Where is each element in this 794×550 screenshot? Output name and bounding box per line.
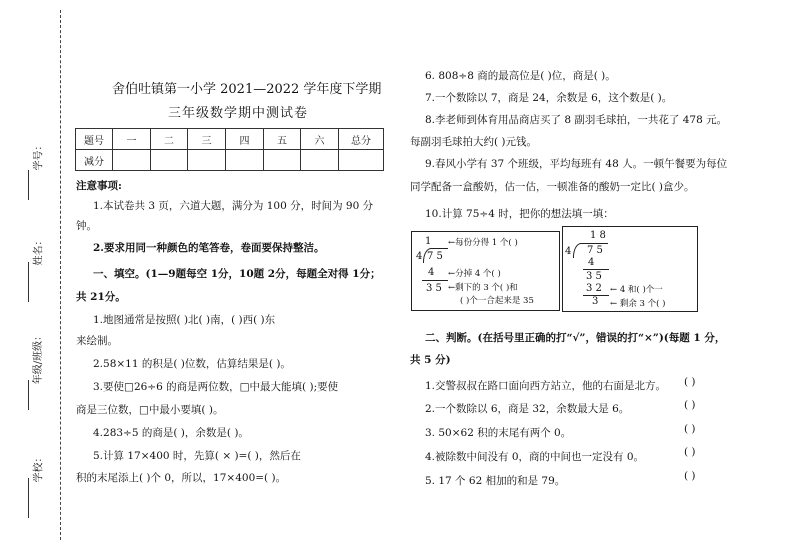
quotient-right: 1 8	[590, 230, 606, 241]
section1-heading-a: 一、填空。(1—9题每空 1分，10题 2分，每题全对得 1分；	[93, 268, 381, 280]
rem1-left: 3 5	[426, 283, 442, 294]
binding-strip	[0, 0, 72, 550]
judge-item: 2.一个数除以 6，商是 32，余数最大是 6。	[425, 403, 630, 415]
score-input-cell[interactable]	[226, 150, 264, 171]
score-input-cell[interactable]	[264, 150, 301, 171]
section2-heading-a: 二、判断。(在括号里正确的打“√”，错误的打“×”)(每题 1 分，	[425, 332, 726, 344]
grade-class-label: 年级/班级：	[33, 330, 45, 385]
exam-title: 三年级数学期中测试卷	[168, 106, 309, 121]
q9-line-b: 同学配备一盒酸奶，估一估，一顿准备的酸奶一定比( )盒少。	[410, 181, 695, 193]
divisor-left: 4	[416, 251, 423, 262]
q8-line-a: 8.李老师到体育用品商店买了 8 副羽毛球拍，一共花了 478 元。	[425, 114, 728, 126]
q7: 7.一个数除以 7，商是 24，余数是 6，这个数是( )。	[425, 92, 673, 104]
school-title: 舍伯吐镇第一小学 2021—2022 学年度下学期	[112, 82, 382, 97]
rule-left	[422, 280, 448, 281]
judge-answer-paren[interactable]: ( )	[684, 399, 696, 411]
division-box-right	[562, 226, 698, 312]
rem2-right: 3	[592, 296, 599, 307]
judge-answer-paren[interactable]: ( )	[684, 470, 696, 482]
note-1b: 钟。	[76, 220, 97, 232]
note2-right: ← 剩余 3 个( )	[610, 299, 666, 309]
judge-answer-paren[interactable]: ( )	[684, 376, 696, 388]
score-input-cell[interactable]	[339, 150, 384, 171]
name-label: 姓名：	[33, 235, 45, 266]
name-line	[28, 262, 29, 302]
student-no-label: 学号：	[33, 140, 45, 171]
student-no-line	[28, 170, 29, 200]
q1-line-b: 来绘制。	[76, 335, 118, 347]
section1-heading-b: 共 21分。	[76, 291, 126, 303]
judge-item: 5. 17 个 62 相加的和是 79。	[425, 475, 566, 487]
q1-line-a: 1.地图通常是按照( )北( )南，( )西( )东	[93, 314, 276, 326]
note-1a: 1.本试卷共 3 页，六道大题，满分为 100 分，时间为 90 分	[93, 200, 374, 212]
score-cell: 三	[188, 129, 226, 150]
score-input-cell[interactable]	[301, 150, 339, 171]
q8-line-b: 每副羽毛球拍大约( )元钱。	[410, 136, 538, 148]
cut-line	[60, 10, 61, 540]
school-line	[28, 478, 29, 518]
score-table	[75, 128, 384, 171]
score-cell: 二	[151, 129, 188, 150]
grade-class-line	[28, 380, 29, 410]
score-cell: 四	[226, 129, 264, 150]
score-cell: 五	[264, 129, 301, 150]
judge-item: 1.交警叔叔在路口面向西方站立，他的右面是北方。	[425, 380, 667, 392]
note3b-left: ( )个一合起来是 35	[460, 296, 534, 306]
judge-item: 4.被除数中间没有 0，商的中间也一定没有 0。	[425, 451, 645, 463]
q2: 2.58×11 的积是( )位数，估算结果是( )。	[93, 358, 291, 370]
score-cell: 题号	[76, 129, 113, 150]
rule1-right	[583, 269, 609, 270]
note1-right: ← 4 和( )个一	[610, 285, 663, 295]
q5-line-a: 5.计算 17×400 时，先算( × )=( )，然后在	[93, 450, 301, 462]
note3a-left: ←剩下的 3 个( )和	[448, 283, 518, 293]
q6: 6. 808÷8 商的最高位是( )位，商是( )。	[425, 70, 616, 82]
score-cell: 六	[301, 129, 339, 150]
dividend-left: 7 5	[427, 251, 443, 262]
judge-item: 3. 50×62 积的末尾有两个 0。	[425, 427, 572, 439]
score-cell: 一	[113, 129, 151, 150]
notes-heading: 注意事项:	[76, 180, 122, 192]
q9-line-a: 9.春风小学有 37 个班级，平均每班有 48 人。一顿午餐要为每位	[425, 158, 728, 170]
rem1-right: 3 5	[586, 271, 602, 282]
q4: 4.283÷5 的商是( )，余数是( )。	[93, 427, 249, 439]
dividend-right: 7 5	[587, 245, 603, 256]
note-2: 2.要求用同一种颜色的笔答卷，卷面要保持整洁。	[93, 242, 325, 254]
school-label: 学校：	[33, 452, 45, 483]
q3-line-b: 商是三位数，□中最小要填( )。	[76, 404, 224, 416]
note1-left: ←每份分得 1 个( )	[448, 238, 518, 248]
section2-heading-b: 共 5 分)	[410, 354, 451, 366]
judge-answer-paren[interactable]: ( )	[684, 446, 696, 458]
quotient-left: 1	[425, 236, 432, 247]
score-cell: 总分	[339, 129, 384, 150]
score-input-cell[interactable]	[113, 150, 151, 171]
note2-left: ←分掉 4 个( )	[448, 269, 501, 279]
score-value-row	[76, 150, 384, 171]
score-cell: 减分	[76, 150, 113, 171]
sub1-right: 4	[588, 257, 595, 268]
q10: 10.计算 75÷4 时，把你的想法填一填：	[425, 208, 614, 220]
score-header-row	[76, 129, 384, 150]
sub1-left: 4	[428, 267, 435, 278]
division-box-left	[411, 231, 560, 311]
sub2-right: 3 2	[586, 283, 602, 294]
q5-line-b: 积的末尾添上( )个 0，所以，17×400=( )。	[76, 472, 287, 484]
judge-answer-paren[interactable]: ( )	[684, 423, 696, 435]
score-input-cell[interactable]	[151, 150, 188, 171]
score-input-cell[interactable]	[188, 150, 226, 171]
divisor-right: 4	[565, 246, 572, 257]
q3-line-a: 3.要使□26÷6 的商是两位数，□中最大能填( );要使	[93, 381, 339, 393]
